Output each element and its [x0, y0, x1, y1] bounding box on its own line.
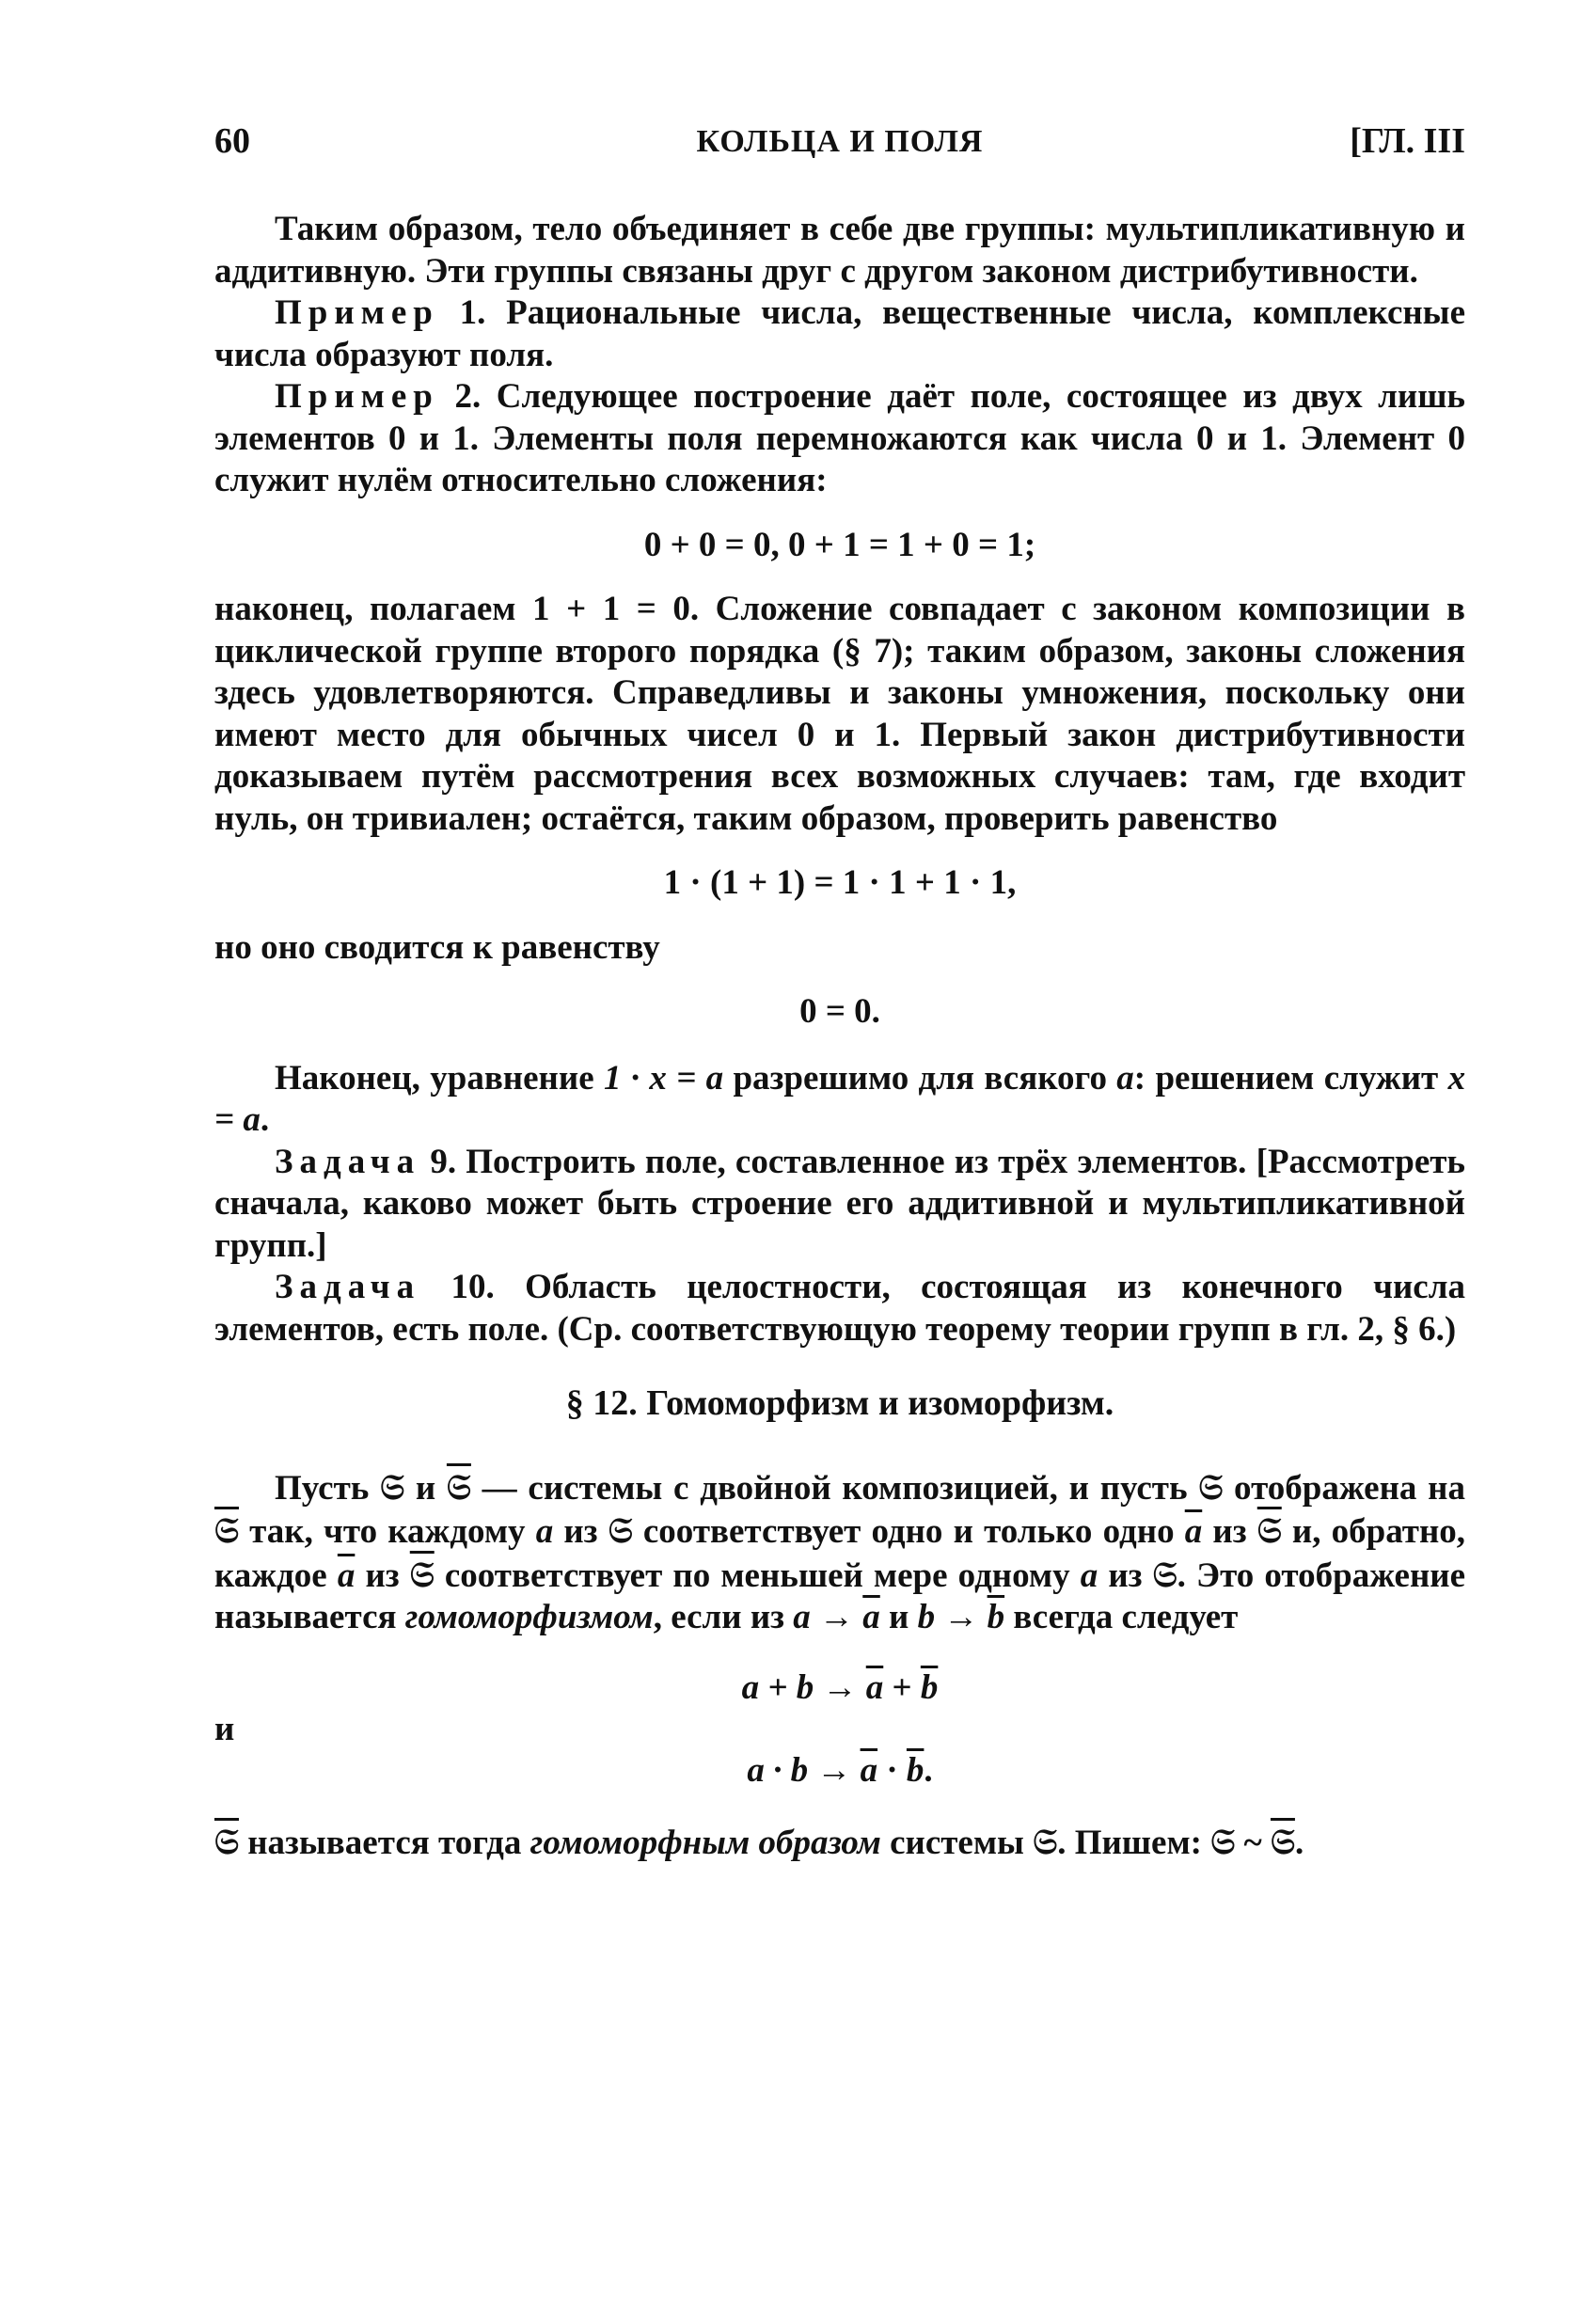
- page-body: [214, 209, 1465, 1864]
- system-S: 𝔖: [380, 1465, 405, 1508]
- equation-formula: 1 · x = a: [603, 1058, 724, 1098]
- running-title: КОЛЬЦА И ПОЛЯ: [696, 124, 984, 159]
- system-S: 𝔖: [1198, 1465, 1224, 1508]
- equation-var: a: [1116, 1058, 1134, 1098]
- formula-sum-map: [214, 1667, 1465, 1710]
- element-b-bar: $\overline{b}$: [987, 1598, 1005, 1636]
- paragraph-image: [214, 1821, 1465, 1865]
- system-S: 𝔖: [1210, 1820, 1236, 1862]
- image-end: .: [1294, 1823, 1304, 1862]
- task-9-label: Задача: [275, 1142, 421, 1181]
- task-9-text: 9. Построить поле, составленное из трёх элементов. [Рассмотреть сначала, каково может быть строение его аддитивной и мультипликативной групп.]: [214, 1142, 1465, 1265]
- task-10-label: Задача: [275, 1268, 421, 1306]
- system-S: 𝔖: [1033, 1820, 1058, 1862]
- operator-plus: +: [883, 1667, 921, 1707]
- example-2-label: Пример: [275, 377, 439, 416]
- element-a: a: [1080, 1556, 1098, 1595]
- hom-text: так, что каждому: [238, 1512, 536, 1551]
- equation-solution: x = a: [214, 1058, 1466, 1139]
- page-number: 60: [214, 121, 250, 161]
- element-a-bar: $\overline{a}$: [1184, 1512, 1203, 1551]
- paragraph-body-intro: Таким образом, тело объединяет в себе две группы: мультипликативную и аддитивную. Эти группы связаны друг с другом законом дистрибутивности.: [214, 210, 1465, 291]
- element-b-bar: $\overline{b}$: [906, 1751, 924, 1790]
- formula-addition: 0 + 0 = 0, 0 + 1 = 1 + 0 = 1;: [643, 525, 1036, 564]
- map-b: b →: [917, 1598, 988, 1636]
- paragraph-reduces: но оно сводится к равенству: [214, 927, 660, 967]
- formula-distributivity: 1 · (1 + 1) = 1 · 1 + 1 · 1,: [663, 863, 1017, 902]
- hom-text: всегда следует: [1004, 1598, 1239, 1636]
- formula-end: .: [924, 1751, 933, 1790]
- image-text: . Пишем:: [1057, 1823, 1202, 1862]
- term-homomorphic-image: гомоморфным образом: [529, 1823, 881, 1862]
- hom-text: Пусть: [275, 1468, 381, 1508]
- element-a-bar: $\overline{a}$: [865, 1667, 884, 1707]
- formula-zero: 0 = 0.: [799, 992, 880, 1031]
- relation-tilde: ~: [1235, 1823, 1271, 1862]
- task-10-text: 10. Область целостности, состоящая из конечного числа элементов, есть поле. (Ср. соответствующую теорему теории групп в гл. 2, § 6.): [214, 1268, 1465, 1349]
- image-text: системы: [880, 1823, 1034, 1862]
- element-b-bar: $\overline{b}$: [920, 1667, 939, 1707]
- hom-text: и: [404, 1468, 447, 1508]
- system-S: 𝔖: [1152, 1553, 1177, 1595]
- hom-text: из: [553, 1512, 608, 1551]
- image-text: называется тогда: [238, 1823, 530, 1862]
- hom-text: соответствует одно и только одно: [632, 1512, 1185, 1551]
- formula-lhs: a · b →: [747, 1751, 861, 1790]
- hom-text: из: [1098, 1556, 1153, 1595]
- element-a-bar: $\overline{a}$: [862, 1598, 880, 1636]
- system-S-bar: 𝔖: [214, 1820, 239, 1862]
- paragraph-finally: наконец, полагаем 1 + 1 = 0. Сложение совпадает с законом композиции в циклической группе второго порядка (§ 7); таким образом, законы сложения здесь удовлетворяются. Справедливы и законы умножения, поскольку они имеют место для обычных чисел 0 и 1. Первый закон дистрибутивности доказываем путём рассмотрения всех возможных случаев: там, где входит нуль, он тривиален; остаётся, таким образом, проверить равенство: [214, 590, 1465, 838]
- example-2: [214, 376, 1465, 502]
- example-1-label: Пример: [275, 293, 439, 332]
- element-a: a: [535, 1512, 554, 1551]
- paragraph-homomorphism: [214, 1466, 1465, 1639]
- hom-text: и, обратно, каждое: [214, 1512, 1466, 1595]
- element-a-bar: $\overline{a}$: [337, 1556, 356, 1595]
- system-S-bar: 𝔖: [409, 1553, 435, 1595]
- hom-text: соответствует по меньшей мере одному: [434, 1556, 1081, 1595]
- hom-text: , если из: [653, 1598, 794, 1636]
- system-S-bar: 𝔖: [1256, 1509, 1282, 1551]
- system-S-bar: 𝔖: [1270, 1820, 1295, 1862]
- section-heading: § 12. Гомоморфизм и изоморфизм.: [565, 1383, 1114, 1423]
- formula-lhs: a + b →: [741, 1667, 866, 1707]
- hom-text: из: [355, 1556, 410, 1595]
- example-2-text: 2. Следующее построение даёт поле, состоящее из двух лишь элементов 0 и 1. Элементы поля перемножаются как числа 0 и 1. Элемент 0 служит нулём относительно сложения:: [214, 377, 1465, 499]
- system-S-bar: 𝔖: [214, 1509, 239, 1551]
- hom-text: . Это отображение называется: [214, 1556, 1466, 1636]
- page-header: [214, 120, 1465, 177]
- equation-text-a: Наконец, уравнение: [275, 1058, 594, 1098]
- example-1: [214, 292, 1465, 376]
- paragraph-equation: [214, 1058, 1465, 1142]
- equation-text-b: разрешимо для всякого: [733, 1058, 1107, 1098]
- element-a-bar: $\overline{a}$: [860, 1751, 878, 1790]
- hom-text: и: [879, 1598, 918, 1636]
- hom-text: отображена на: [1223, 1468, 1466, 1508]
- map-a: a →: [793, 1598, 863, 1636]
- hom-text: из: [1202, 1512, 1257, 1551]
- hom-text: — системы с двойной композицией, и пусть: [470, 1468, 1199, 1508]
- chapter-label: [ГЛ. III: [1350, 121, 1465, 161]
- task-10: [214, 1267, 1465, 1350]
- equation-text-c: : решением служит: [1133, 1058, 1439, 1098]
- operator-dot: ·: [877, 1751, 907, 1790]
- conjunction-and: и: [214, 1710, 235, 1748]
- system-S-bar: 𝔖: [446, 1465, 471, 1508]
- equation-end: .: [260, 1100, 270, 1139]
- formula-product-map: [214, 1750, 1465, 1793]
- task-9: [214, 1142, 1465, 1268]
- example-1-text: 1. Рациональные числа, вещественные числа, комплексные числа образуют поля.: [214, 293, 1465, 374]
- system-S: 𝔖: [608, 1509, 633, 1551]
- term-homomorphism: гомоморфизмом: [404, 1598, 654, 1636]
